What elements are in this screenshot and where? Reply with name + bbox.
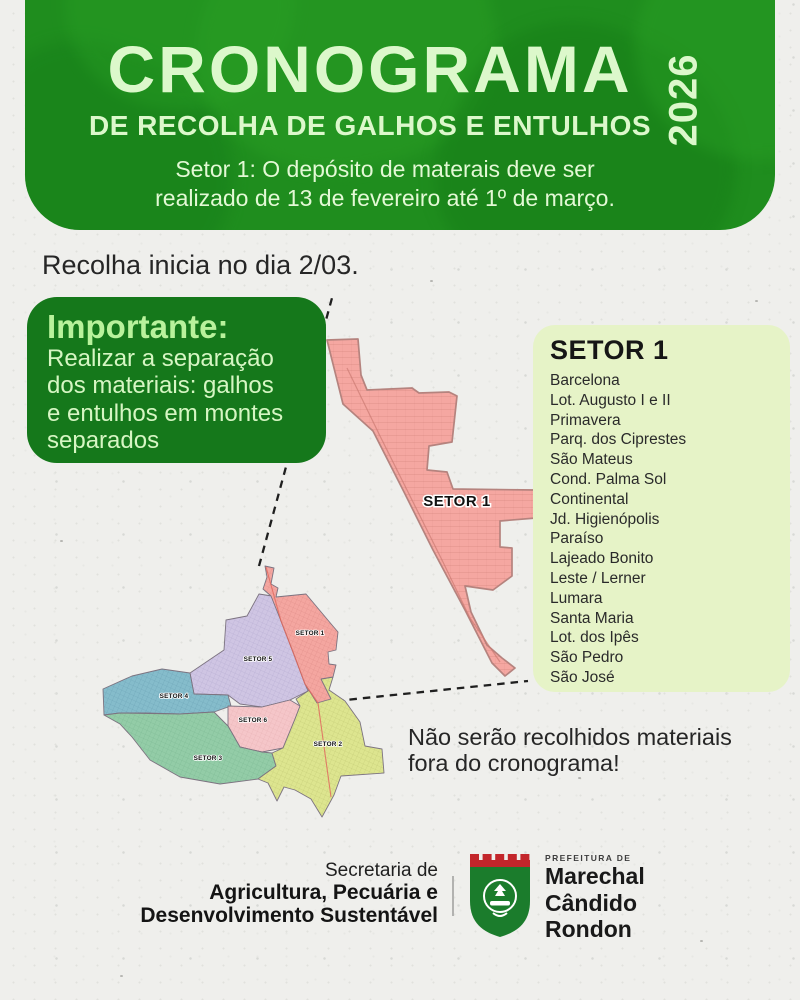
year-label: 2026 <box>661 53 706 147</box>
collection-start-text: Recolha inicia no dia 2/03. <box>42 250 359 280</box>
sector1-list-box <box>533 325 790 692</box>
prefecture-label: PREFEITURA DE <box>545 853 632 863</box>
page-subtitle: DE RECOLHA DE GALHOS E ENTULHOS <box>88 110 652 141</box>
paper-speck <box>755 300 758 302</box>
map-small-sector5-label: SETOR 5 <box>243 656 273 663</box>
important-line: dos materiais: galhos <box>47 372 274 400</box>
neighborhood-item: Santa Maria <box>550 609 634 627</box>
map-small-sector1-label: SETOR 1 <box>295 630 325 637</box>
secretariat-line: Secretaria de <box>324 860 438 881</box>
secretariat-line: Agricultura, Pecuária e <box>209 881 438 904</box>
sector1-list-title: SETOR 1 <box>550 335 669 365</box>
city-name-line: Marechal <box>545 863 645 889</box>
neighborhood-item: Lajeado Bonito <box>550 550 654 568</box>
neighborhood-item: São Mateus <box>550 451 633 469</box>
important-line: e entulhos em montes <box>47 399 284 427</box>
neighborhood-item: Leste / Lerner <box>550 569 646 587</box>
neighborhood-item: Jd. Higienópolis <box>550 510 660 528</box>
warning-text <box>408 724 732 776</box>
important-line: Realizar a separação <box>47 344 274 372</box>
map-small-sector3-label: SETOR 3 <box>193 755 223 762</box>
neighborhood-item: Parq. dos Ciprestes <box>550 431 687 449</box>
secretariat-block <box>140 860 438 927</box>
important-title: Importante: <box>47 308 229 345</box>
neighborhood-item: Cond. Palma Sol <box>550 470 667 488</box>
important-line: separados <box>47 427 160 455</box>
page-title: CRONOGRAMA <box>107 32 633 106</box>
warning-line1: Não serão recolhidos materiais <box>408 724 732 750</box>
paper-speck <box>120 975 123 977</box>
neighborhood-item: Lot. dos Ipês <box>550 629 639 647</box>
neighborhood-item: São José <box>550 668 615 686</box>
neighborhood-item: Paraíso <box>550 530 604 548</box>
neighborhood-item: Continental <box>550 490 629 508</box>
zoom-connector-bottom <box>336 681 528 701</box>
header-banner <box>25 0 775 230</box>
map-small-sector6-label: SETOR 6 <box>238 717 268 724</box>
map-small-sector4-label: SETOR 4 <box>159 693 189 700</box>
header-note <box>155 155 615 213</box>
city-crest-icon <box>467 851 533 939</box>
neighborhood-item: Barcelona <box>550 372 620 389</box>
footer-divider <box>452 876 454 916</box>
neighborhood-item: Lot. Augusto I e II <box>550 391 671 409</box>
paper-speck <box>700 940 703 942</box>
paper-speck <box>578 777 581 779</box>
secretariat-line: Desenvolvimento Sustentável <box>140 904 438 927</box>
neighborhood-item: Lumara <box>550 589 603 607</box>
prefecture-block <box>545 853 645 943</box>
warning-line2: fora do cronograma! <box>408 750 620 776</box>
neighborhood-item: Primavera <box>550 411 621 429</box>
city-name-line: Cândido <box>545 889 637 916</box>
neighborhood-item: São Pedro <box>550 649 624 667</box>
important-box <box>27 297 326 463</box>
header-note-line2: realizado de 13 de fevereiro até 1º de março. <box>155 185 615 211</box>
paper-speck <box>430 280 433 282</box>
map-large-sector1-label: SETOR 1 <box>423 493 491 510</box>
paper-speck <box>60 540 63 542</box>
header-note-line1: Setor 1: O depósito de materais deve ser <box>175 156 595 182</box>
city-name-line: Rondon <box>545 916 632 942</box>
map-small-sector2-label: SETOR 2 <box>313 741 343 748</box>
